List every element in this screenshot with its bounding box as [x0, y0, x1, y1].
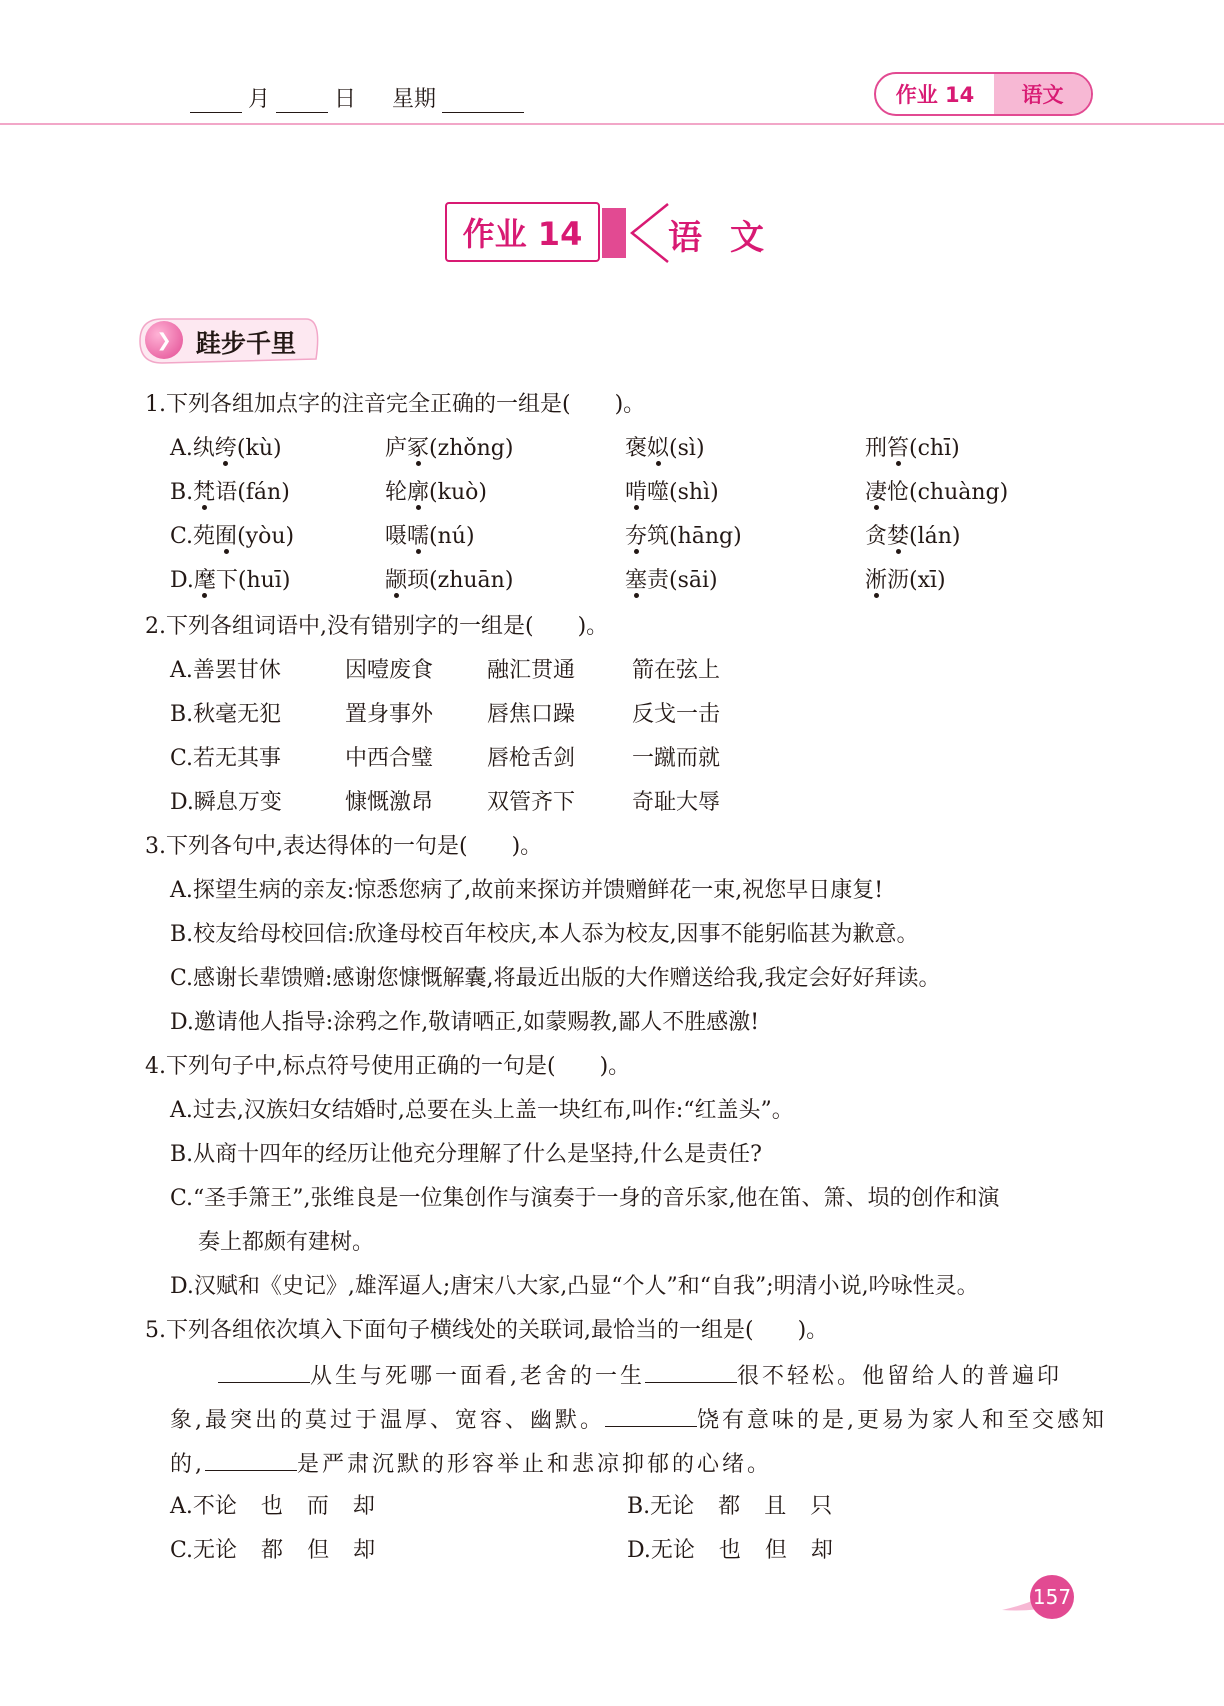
page-number: 157: [1030, 1575, 1074, 1619]
q5-option-word: 却: [353, 1538, 376, 1563]
q4-option-a[interactable]: A.过去,汉族妇女结婚时,总要在头上盖一块红布,叫作:“红盖头”。: [170, 1098, 794, 1123]
q2-word: 箭在弦上: [632, 658, 721, 683]
q1-dotted-char: 淅: [865, 568, 888, 593]
q1-dotted-char: 冢: [407, 436, 430, 461]
section-title: 跬步千里: [196, 329, 297, 358]
q5-option-word: 但: [307, 1538, 330, 1563]
q1-item-pinyin: 怆(chuàng): [887, 480, 1009, 505]
month-blank[interactable]: [190, 90, 242, 113]
q1-dotted-char: 笞: [887, 436, 910, 461]
q2-word: 唇焦口躁: [487, 702, 576, 727]
q5-option-word: 却: [810, 1538, 833, 1563]
q1-item-pinyin: (kù): [236, 436, 282, 461]
header-divider: [0, 123, 1224, 125]
q2-word: 因噎废食: [345, 658, 434, 683]
title-subject: 语文: [668, 218, 792, 258]
q2-stem: 2.下列各组词语中,没有错别字的一组是( )。: [145, 614, 609, 639]
q1-option-item: [865, 522, 961, 552]
q1-item-pinyin: (nú): [429, 524, 475, 549]
title-bracket-icon: [624, 200, 674, 266]
q5-option-word: 都: [718, 1494, 741, 1519]
q1-item-pinyin: 下(huī): [215, 568, 291, 593]
q5-passage-line-1: [218, 1360, 1062, 1392]
q1-dotted-char: 啃: [625, 480, 648, 505]
q1-dotted-char: 婪: [887, 524, 910, 549]
q5-passage-text: 象,最突出的莫过于温厚、宽容、幽默。: [170, 1408, 605, 1433]
q1-item-pinyin: (zhǒng): [429, 436, 514, 461]
q1-dotted-char: 梵: [193, 480, 216, 505]
q1-dotted-char: 麾: [193, 568, 216, 593]
q5-option-word: 却: [352, 1494, 375, 1519]
q1-item-prefix: 贪: [865, 524, 888, 549]
q1-item-pinyin: 顼(zhuān): [407, 568, 514, 593]
q5-passage-line-2: [170, 1404, 1107, 1436]
q1-option-item: [865, 478, 1008, 508]
q1-item-prefix: 嗫: [385, 524, 408, 549]
q5-option[interactable]: [170, 1536, 399, 1566]
q5-option-word: C.无论: [170, 1538, 238, 1563]
q1-dotted-char: 夯: [625, 524, 648, 549]
header-tag-subject: 语文: [994, 74, 1091, 114]
q5-option-word: 但: [764, 1538, 787, 1563]
q1-dotted-char: 囿: [215, 524, 238, 549]
q1-dotted-char: 姒: [647, 436, 670, 461]
q1-option-item: [625, 434, 705, 464]
q3-option-d[interactable]: D.邀请他人指导:涂鸦之作,敬请哂正,如蒙赐教,鄙人不胜感激!: [170, 1010, 760, 1035]
q5-option-word: 都: [261, 1538, 284, 1563]
q1-option-item: [865, 434, 960, 464]
q2-word: 慷慨激昂: [345, 790, 434, 815]
q2-word: 置身事外: [345, 702, 434, 727]
q1-item-prefix: B.: [170, 480, 194, 505]
q5-passage-text: 饶有意味的是,更易为家人和至交感知: [697, 1408, 1107, 1433]
q1-item-pinyin: (kuò): [429, 480, 487, 505]
q5-passage-text: 的,: [170, 1452, 205, 1477]
day-label: 日: [334, 87, 357, 112]
q5-passage-text: 从生与死哪一面看,老舍的一生: [310, 1364, 645, 1389]
q2-word: 双管齐下: [487, 790, 576, 815]
q2-word: 唇枪舌剑: [487, 746, 576, 771]
q1-option-item: [385, 522, 475, 552]
q1-item-prefix: 庐: [385, 436, 408, 461]
q5-option-word: 也: [260, 1494, 283, 1519]
q5-passage-text: 是严肃沉默的形容举止和悲凉抑郁的心绪。: [297, 1452, 773, 1477]
chevron-right-icon: ❯: [145, 321, 183, 359]
q2-option[interactable]: A.善罢甘休: [170, 658, 281, 683]
q1-item-pinyin: 责(sāi): [647, 568, 718, 593]
q2-word: 一蹴而就: [632, 746, 721, 771]
q1-dotted-char: 凄: [865, 480, 888, 505]
q2-word: 中西合璧: [345, 746, 434, 771]
q5-option-word: D.无论: [627, 1538, 695, 1563]
q5-option-word: 而: [306, 1494, 329, 1519]
weekday-blank[interactable]: [442, 90, 524, 113]
q4-option-b[interactable]: B.从商十四年的经历让他充分理解了什么是坚持,什么是责任?: [170, 1142, 762, 1167]
q5-stem: 5.下列各组依次填入下面句子横线处的关联词,最恰当的一组是( )。: [145, 1318, 829, 1343]
q5-blank-3[interactable]: [605, 1404, 697, 1427]
q4-stem: 4.下列句子中,标点符号使用正确的一句是( )。: [145, 1054, 631, 1079]
q1-item-prefix: A.纨: [170, 436, 215, 461]
q1-item-prefix: 轮: [385, 480, 408, 505]
q1-dotted-char: 颛: [385, 568, 408, 593]
day-blank[interactable]: [276, 90, 328, 113]
q1-option-item: [625, 522, 742, 552]
q5-option[interactable]: [170, 1492, 399, 1522]
q5-option-word: 且: [764, 1494, 787, 1519]
q5-blank-2[interactable]: [645, 1360, 737, 1383]
q1-item-pinyin: 沥(xī): [887, 568, 946, 593]
q1-option-item[interactable]: [170, 522, 294, 552]
q1-item-prefix: 刑: [865, 436, 888, 461]
q1-item-pinyin: 语(fán): [215, 480, 290, 505]
q4-option-c[interactable]: C.“圣手箫王”,张维良是一位集创作与演奏于一身的音乐家,他在笛、箫、埙的创作和演: [170, 1186, 1000, 1211]
q3-option-a[interactable]: A.探望生病的亲友:惊悉您病了,故前来探访并馈赠鲜花一束,祝您早日康复!: [170, 878, 884, 903]
q3-option-b[interactable]: B.校友给母校回信:欣逢母校百年校庆,本人忝为校友,因事不能躬临甚为歉意。: [170, 922, 919, 947]
q1-stem: 1.下列各组加点字的注音完全正确的一组是( )。: [145, 392, 646, 417]
q1-option-item[interactable]: [170, 566, 290, 596]
q1-item-prefix: 褒: [625, 436, 648, 461]
q1-item-prefix: D.: [170, 568, 194, 593]
q4-option-d[interactable]: D.汉赋和《史记》,雄浑逼人;唐宋八大家,凸显“个人”和“自我”;明清小说,吟咏性灵。: [170, 1274, 979, 1299]
q1-option-item[interactable]: [170, 478, 290, 508]
q1-item-prefix: C.苑: [170, 524, 216, 549]
q1-item-pinyin: (chī): [909, 436, 960, 461]
q1-option-item[interactable]: [170, 434, 282, 464]
q5-passage-line-3: [170, 1448, 772, 1480]
q5-option[interactable]: [627, 1536, 857, 1566]
q5-option-word: 只: [810, 1494, 833, 1519]
weekday-label: 星期: [392, 87, 437, 112]
q2-word: 融汇贯通: [487, 658, 576, 683]
q2-option[interactable]: C.若无其事: [170, 746, 282, 771]
q2-option[interactable]: B.秋毫无犯: [170, 702, 282, 727]
q1-option-item: [385, 478, 487, 508]
q1-dotted-char: 绔: [214, 436, 237, 461]
q2-word: 反戈一击: [632, 702, 721, 727]
q1-dotted-char: 塞: [625, 568, 648, 593]
q2-option[interactable]: D.瞬息万变: [170, 790, 282, 815]
q1-item-pinyin: (lán): [909, 524, 961, 549]
q1-dotted-char: 嚅: [407, 524, 430, 549]
q1-option-item: [625, 478, 719, 508]
title-tab-decoration: [602, 208, 626, 258]
q3-option-c[interactable]: C.感谢长辈馈赠:感谢您慷慨解囊,将最近出版的大作赠送给我,我定会好好拜读。: [170, 966, 941, 991]
q5-option-word: B.无论: [627, 1494, 695, 1519]
q1-option-item: [385, 566, 513, 596]
q5-passage-text: 很不轻松。他留给人的普遍印: [737, 1364, 1063, 1389]
q1-option-item: [865, 566, 946, 596]
q1-dotted-char: 廓: [407, 480, 430, 505]
q1-item-pinyin: (yòu): [237, 524, 295, 549]
q1-option-item: [625, 566, 718, 596]
q5-blank-1[interactable]: [218, 1360, 310, 1383]
q5-blank-4[interactable]: [205, 1448, 297, 1471]
date-line: [190, 82, 524, 113]
q2-word: 奇耻大辱: [632, 790, 721, 815]
month-label: 月: [248, 87, 271, 112]
q5-option-word: A.不论: [170, 1494, 237, 1519]
page-title: 作业 14: [445, 202, 600, 262]
header-tag-label: 作业 14: [895, 83, 975, 107]
q4-option-c-continued: 奏上都颇有建树。: [198, 1230, 375, 1255]
q5-option[interactable]: [627, 1492, 856, 1522]
header-tag: [874, 72, 1093, 116]
q1-item-pinyin: 噬(shì): [647, 480, 719, 505]
q1-item-pinyin: 筑(hāng): [647, 524, 742, 549]
q1-option-item: [385, 434, 513, 464]
q1-item-pinyin: (sì): [669, 436, 705, 461]
q5-option-word: 也: [718, 1538, 741, 1563]
q3-stem: 3.下列各句中,表达得体的一句是( )。: [145, 834, 543, 859]
